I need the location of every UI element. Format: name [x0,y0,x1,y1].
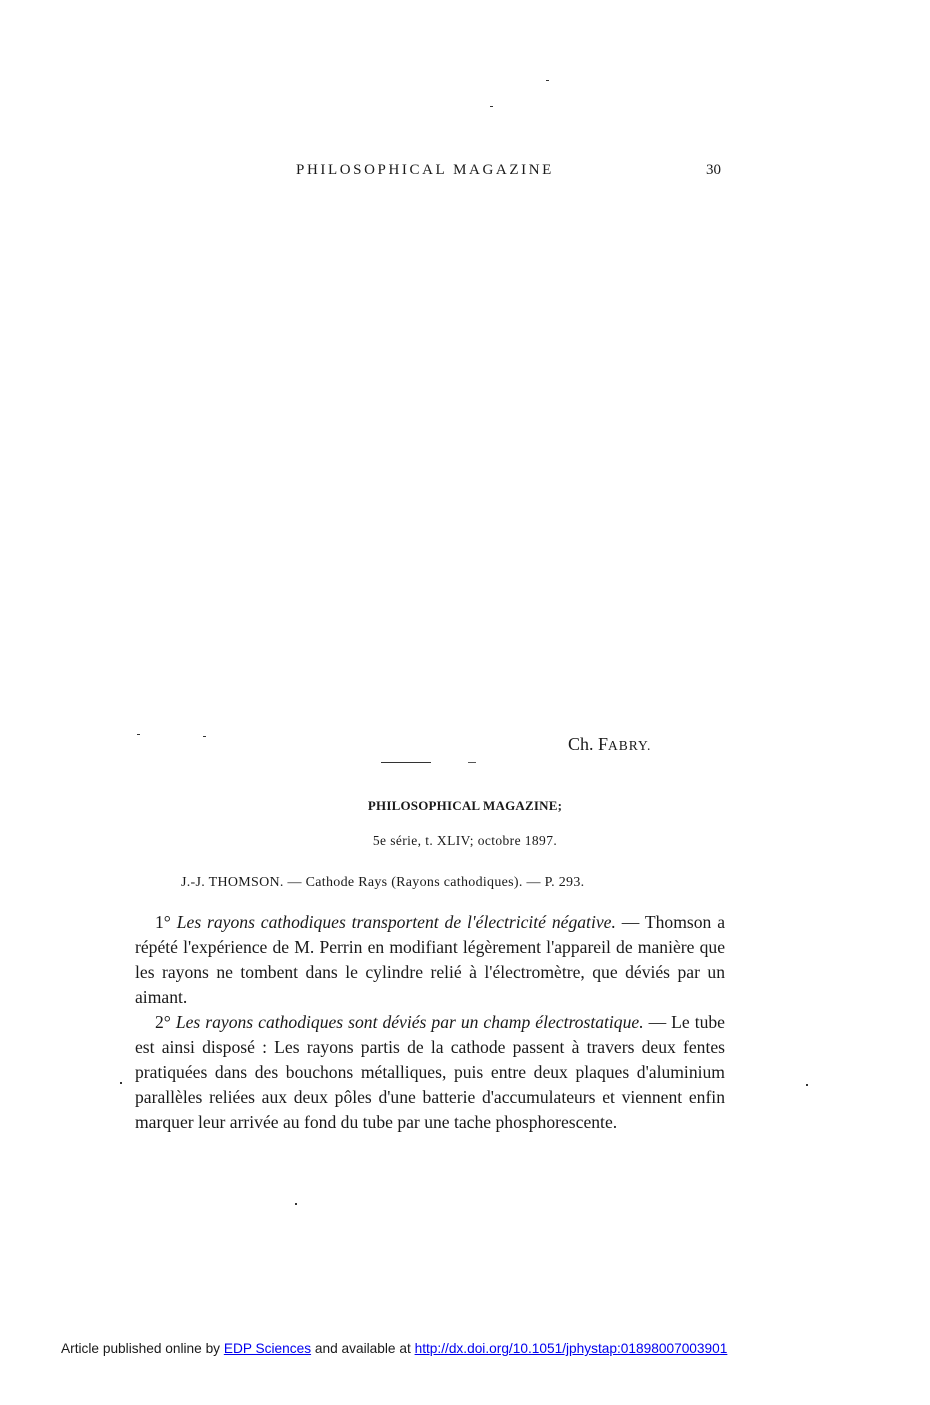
scan-speck [203,736,206,737]
publication-footer [61,1341,727,1356]
paragraph-2 [135,1010,725,1135]
separator-rule [381,762,431,763]
running-head: PHILOSOPHICAL MAGAZINE [296,162,554,178]
paragraph-heading: Les rayons cathodiques transportent de l'électricité négative. [176,912,616,932]
footer-prefix: Article published online by [61,1341,224,1356]
body-text [135,910,725,1135]
publisher-link[interactable]: EDP Sciences [223,1341,312,1356]
scan-speck [295,1203,297,1205]
scan-speck [806,1084,808,1086]
scan-speck [137,734,140,735]
separator-rule-short [468,762,476,763]
paragraph-1 [135,910,725,1010]
doi-link[interactable]: http://dx.doi.org/10.1051/jphystap:01898007003901 [414,1341,728,1356]
section-title: PHILOSOPHICAL MAGAZINE; [367,798,563,813]
paragraph-number: 1° [155,912,171,932]
scan-speck [546,80,549,81]
section-subtitle: 5e série, t. XLIV; octobre 1897. [372,833,558,848]
footer-middle: and available at [311,1341,415,1356]
article-reference: J.-J. THOMSON. — Cathode Rays (Rayons cathodiques). — P. 293. [181,875,585,890]
scan-speck [490,106,493,107]
paragraph-heading: Les rayons cathodiques sont déviés par un champ électrostatique. [175,1012,644,1032]
author-signature [568,734,651,755]
signature-initial: Ch. F [568,734,609,754]
page-number: 30 [706,162,721,178]
signature-small-caps: ABRY. [608,738,652,753]
paragraph-number: 2° [155,1012,171,1032]
paragraph-text: — Thomson a répété l'expérience de M. Perrin en modifiant légèrement l'appareil de manière que les rayons ne tombent dans le cylindre relié à l'électromètre, que déviés par un aimant. [135,912,726,1007]
scan-speck [120,1082,122,1084]
paragraph-text: — Le tube est ainsi disposé : Les rayons partis de la cathode passent à travers deux fentes pratiquées dans des bouchons métalliques, puis entre deux plaques d'aluminium parallèles reliées aux deux pôles d'une batterie d'accumulateurs et viennent enfin marquer leur arrivée au fond du tube par une tache phosphorescente. [135,1012,725,1132]
